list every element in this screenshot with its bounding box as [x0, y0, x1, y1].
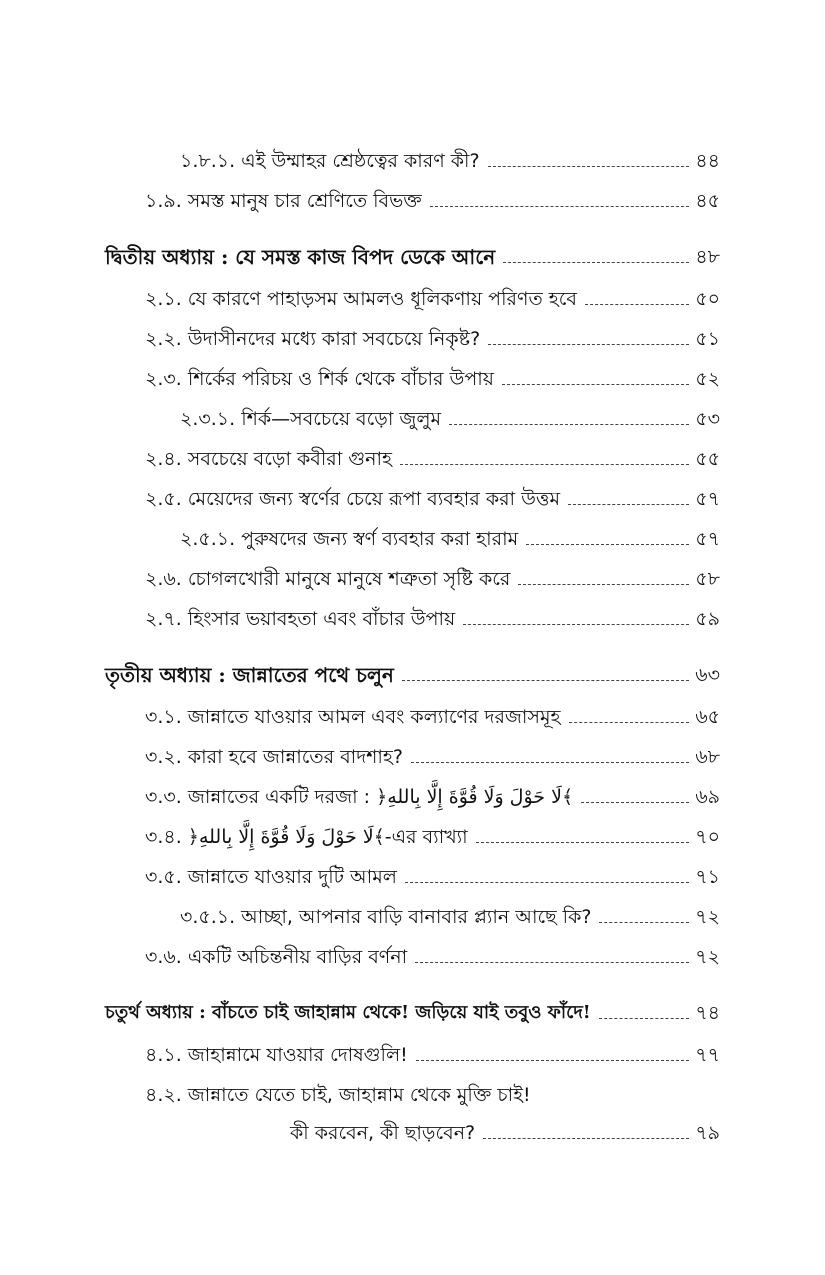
toc-entry-page: ৫১ [695, 328, 720, 350]
toc-entry-page: ৭৯ [695, 1122, 720, 1144]
toc-entry-label: কী করবেন, কী ছাড়বেন? [290, 1122, 476, 1144]
toc-entry [180, 146, 720, 176]
toc-entry-label: ৩.৬. একটি অচিন্তনীয় বাড়ির বর্ণনা [145, 946, 408, 968]
toc-entry-page: ৬৫ [695, 706, 720, 728]
toc-entry-page: ৭১ [695, 866, 720, 888]
toc-entry [180, 524, 720, 554]
toc-entry [145, 862, 720, 892]
toc-chapter-heading [105, 660, 720, 690]
dot-leader [405, 882, 689, 883]
toc-entry-page: ৫৭ [695, 488, 720, 510]
toc-entry [145, 444, 720, 474]
toc-entry-page: ৪৪ [695, 150, 720, 172]
toc-entry-label: ৩.২. কারা হবে জান্নাতের বাদশাহ? [145, 746, 403, 768]
toc-entry [145, 484, 720, 514]
toc-entry-label: ২.৭. হিংসার ভয়াবহতা এবং বাঁচার উপায় [145, 608, 456, 630]
toc-entry-label: ৩.৫.১. আচ্ছা, আপনার বাড়ি বানাবার প্ল্যান আছে কি? [180, 906, 592, 928]
dot-leader [449, 424, 689, 425]
dot-leader [599, 1018, 690, 1019]
toc-entry [145, 564, 720, 594]
dot-leader [569, 722, 690, 723]
toc-entry-page: ৭৪ [695, 1002, 720, 1024]
toc-entry-page: ৭২ [695, 946, 720, 968]
toc-entry-label: ২.৩. শির্কের পরিচয় ও শির্ক থেকে বাঁচার উপায় [145, 368, 494, 390]
toc-entry [145, 1040, 720, 1070]
toc-entry-page: ৫৫ [695, 448, 720, 470]
toc-entry-label: ৩.৪. ﴿لَا حَوْلَ وَلَا قُوَّةَ إِلَّا بِاللهِ﴾-এর ব্যাখ্যা [145, 826, 468, 848]
dot-leader [476, 842, 690, 843]
toc-chapter-heading [105, 242, 720, 272]
toc-entry [290, 1118, 720, 1148]
toc-entry-page: ৪৫ [695, 190, 720, 212]
toc-entry-label: ৩.১. জান্নাতে যাওয়ার আমল এবং কল্যাণের দরজাসমূহ [145, 706, 561, 728]
dot-leader [526, 544, 689, 545]
toc-entry-label: ১.৯. সমস্ত মানুষ চার শ্রেণিতে বিভক্ত [145, 190, 422, 212]
toc-entry [145, 822, 720, 852]
toc-entry-label: ২.৪. সবচেয়ে বড়ো কবীরা গুনাহ [145, 448, 392, 470]
dot-leader [400, 464, 689, 465]
toc-entry-page: ৫০ [695, 288, 720, 310]
toc-entry [145, 942, 720, 972]
dot-leader [581, 802, 689, 803]
dot-leader [416, 1060, 690, 1061]
toc-entry-page: ৫২ [695, 368, 720, 390]
toc-entry-label: ২.৫.১. পুরুষদের জন্য স্বর্ণ ব্যবহার করা হারাম [180, 528, 519, 550]
toc-entry-page: ৫৩ [695, 408, 720, 430]
dot-leader [430, 206, 690, 207]
dot-leader [599, 922, 689, 923]
dot-leader [411, 762, 689, 763]
toc-entry-label-line1: ৪.২. জান্নাতে যেতে চাই, জাহান্নাম থেকে মুক্তি চাই! [145, 1084, 531, 1106]
dot-leader [585, 304, 689, 305]
toc-entry [145, 364, 720, 394]
toc-entry-label: তৃতীয় অধ্যায় : জান্নাতের পথে চলুন [105, 663, 394, 687]
toc-entry-label: ১.৮.১. এই উম্মাহর শ্রেষ্ঠত্বের কারণ কী? [180, 150, 480, 172]
toc-entry [145, 782, 720, 812]
toc-entry [145, 742, 720, 772]
dot-leader [483, 1138, 689, 1139]
toc-entry-label: ২.২. উদাসীনদের মধ্যে কারা সবচেয়ে নিকৃষ্ট? [145, 328, 481, 350]
toc-entry [145, 324, 720, 354]
toc-entry-page: ৭৭ [695, 1044, 720, 1066]
toc-entry-label: ৩.৩. জান্নাতের একটি দরজা : ﴿لَا حَوْلَ وَلَا قُوَّةَ إِلَّا بِاللهِ﴾ [145, 786, 574, 808]
dot-leader [503, 262, 689, 263]
toc-entry-label: ২.৩.১. শির্ক—সবচেয়ে বড়ো জুলুম [180, 408, 442, 430]
toc-entry-label: ২.৬. চোগলখোরী মানুষে মানুষে শত্রুতা সৃষ্টি করে [145, 568, 511, 590]
toc-entry-label: ৪.১. জাহান্নামে যাওয়ার দোষগুলি! [145, 1044, 408, 1066]
dot-leader [488, 344, 689, 345]
toc-entry-label: ২.১. যে কারণে পাহাড়সম আমলও ধূলিকণায় পরিণত হবে [145, 288, 577, 310]
toc-entry-label: ২.৫. মেয়েদের জন্য স্বর্ণের চেয়ে রূপা ব্যবহার করা উত্তম [145, 488, 561, 510]
dot-leader [415, 962, 689, 963]
toc-entry-page: ৬৩ [695, 664, 720, 686]
toc-entry [145, 702, 720, 732]
toc-entry [145, 284, 720, 314]
toc-entry [180, 404, 720, 434]
dot-leader [463, 624, 689, 625]
dot-leader [568, 504, 689, 505]
toc-entry-page: ৬৯ [695, 786, 720, 808]
toc-entry [145, 186, 720, 216]
toc-entry-label: চতুর্থ অধ্যায় : বাঁচতে চাই জাহান্নাম থেকে! জড়িয়ে যাই তবুও ফাঁদে! [105, 1002, 591, 1023]
toc-entry-label: দ্বিতীয় অধ্যায় : যে সমস্ত কাজ বিপদ ডেকে আনে [105, 245, 496, 269]
dot-leader [402, 680, 690, 681]
toc-chapter-heading [105, 998, 720, 1028]
toc-entry-page: ৪৮ [695, 246, 720, 268]
toc-entry-page: ৭০ [695, 826, 720, 848]
toc-entry [145, 604, 720, 634]
toc-entry-page: ৬৮ [695, 746, 720, 768]
dot-leader [518, 584, 689, 585]
toc-entry-page: ৫৭ [695, 528, 720, 550]
toc-entry-page: ৫৮ [695, 568, 720, 590]
toc-entry-page: ৭২ [695, 906, 720, 928]
toc-entry-page: ৫৯ [695, 608, 720, 630]
dot-leader [488, 166, 690, 167]
toc-entry [180, 902, 720, 932]
toc-entry-label: ৩.৫. জান্নাতে যাওয়ার দুটি আমল [145, 866, 397, 888]
dot-leader [502, 384, 689, 385]
